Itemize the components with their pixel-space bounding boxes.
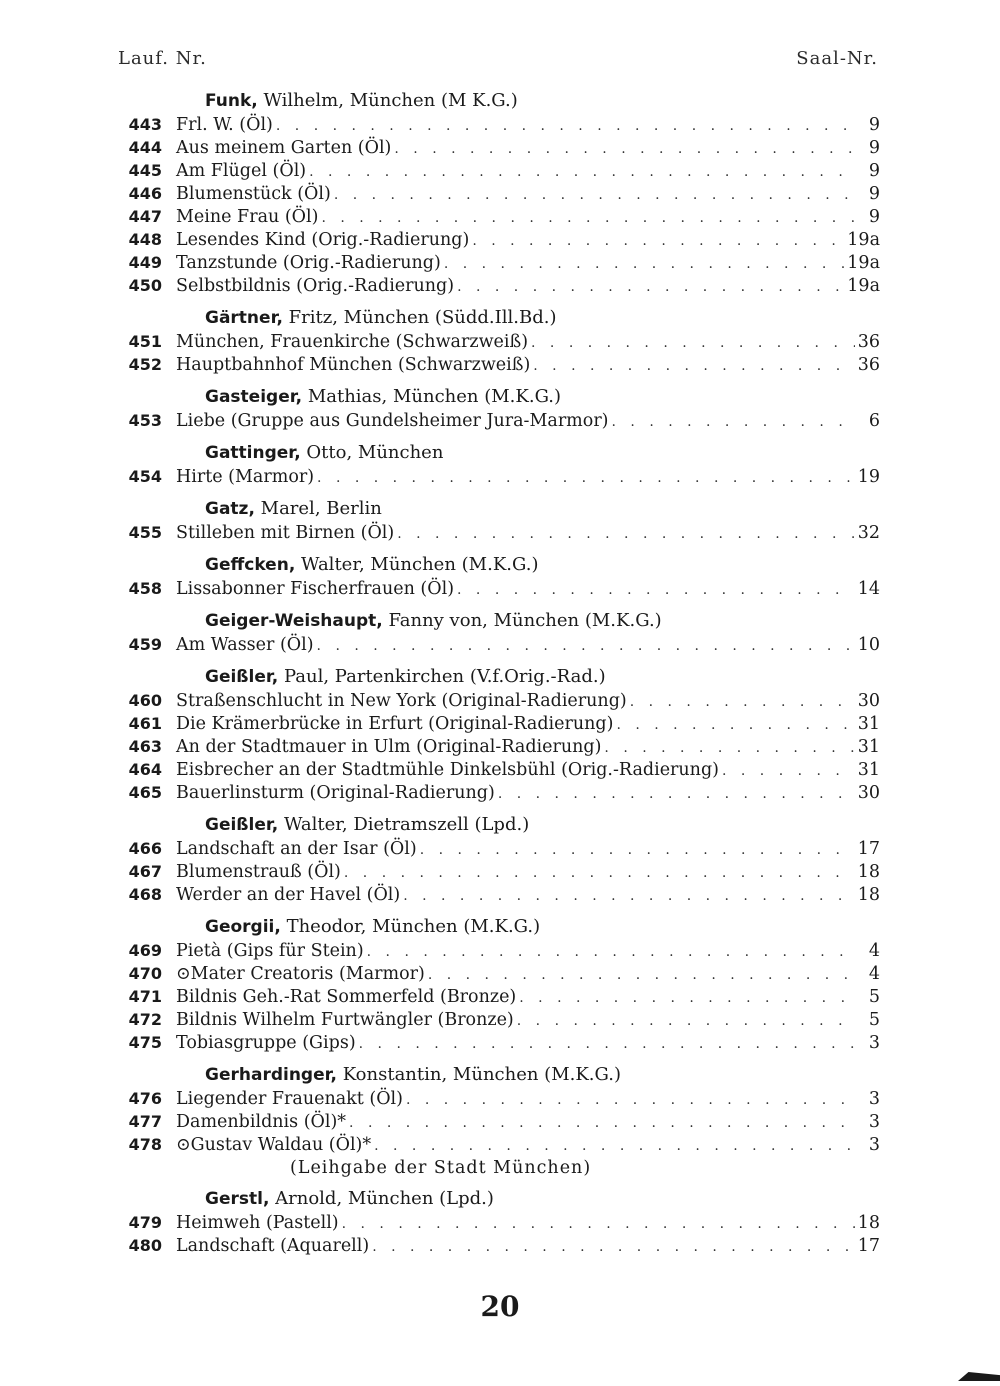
dot-leader [630,692,855,713]
entry-number: 468 [128,885,162,904]
catalog-entry [110,137,880,160]
room-number: 19a [847,276,880,296]
dot-leader [498,784,855,805]
room-number: 5 [868,987,880,1007]
entry-number: 463 [128,737,162,756]
catalog-entry [110,634,880,657]
artwork-title: Selbstbildnis (Orig.-Radierung) [176,276,455,296]
entry-number: 455 [128,523,162,542]
entry-number: 461 [128,714,162,733]
dot-leader [359,1034,857,1055]
running-number-label: Lauf. Nr. [118,48,207,69]
entry-number: 471 [128,987,162,1006]
dot-leader [372,1237,855,1258]
artist-header [110,384,880,410]
artist-header [110,88,880,114]
dot-leader [403,886,855,907]
artist-name: Gasteiger, [205,387,303,407]
artist-header [110,914,880,940]
artwork-title: Stilleben mit Birnen (Öl) [176,523,395,543]
catalog-entry [110,1134,880,1157]
artist-header [110,608,880,634]
artist-section [110,496,880,545]
artist-name: Geffcken, [205,555,296,575]
artist-info: Paul, Partenkirchen (V.f.Orig.-Rad.) [283,666,606,687]
catalog-entry [110,354,880,377]
artist-section [110,552,880,601]
room-number: 3 [868,1033,880,1053]
loan-note: (Leihgabe der Stadt München) [290,1158,592,1178]
entry-number: 464 [128,760,162,779]
artwork-title: Liebe (Gruppe aus Gundelsheimer Jura-Marmor) [176,411,609,431]
artist-section [110,384,880,433]
catalog-entry [110,986,880,1009]
artist-header [110,812,880,838]
catalog-entry [110,838,880,861]
catalog-entry [110,114,880,137]
artist-info: Fritz, München (Südd.Ill.Bd.) [288,307,557,328]
artwork-title: Heimweh (Pastell) [176,1213,339,1233]
dot-leader [612,412,857,433]
dot-leader [472,231,844,252]
entry-number: 454 [128,467,162,486]
artwork-title: Hirte (Marmor) [176,467,315,487]
page-header [118,48,878,69]
room-number: 5 [868,1010,880,1030]
dot-leader [374,1136,857,1157]
entry-number: 476 [128,1089,162,1108]
page-number: 20 [480,1290,520,1323]
artist-section [110,1186,880,1258]
entry-number: 453 [128,411,162,430]
catalog-entry [110,861,880,884]
artist-name: Georgii, [205,917,281,937]
artist-info: Fanny von, München (M.K.G.) [388,610,662,631]
dot-leader [457,580,855,601]
artwork-title: ⊙Mater Creatoris (Marmor) [176,964,425,984]
room-number: 9 [868,161,880,181]
entry-number: 475 [128,1033,162,1052]
room-number: 9 [868,138,880,158]
room-number: 3 [868,1135,880,1155]
entry-number: 450 [128,276,162,295]
catalog-entry [110,1009,880,1032]
catalog-entry [110,466,880,489]
room-number: 19 [857,467,880,487]
room-number: 4 [868,964,880,984]
dot-leader [394,139,857,160]
artist-info: Arnold, München (Lpd.) [275,1188,494,1209]
room-number: 32 [857,523,880,543]
entry-number: 451 [128,332,162,351]
entry-number: 452 [128,355,162,374]
entry-number: 447 [128,207,162,226]
catalog-entry [110,884,880,907]
artist-header [110,552,880,578]
entry-number: 460 [128,691,162,710]
room-number: 31 [857,760,880,780]
room-number: 3 [868,1112,880,1132]
catalog-entry [110,1088,880,1111]
artist-info: Theodor, München (M.K.G.) [286,916,541,937]
artwork-title: Aus meinem Garten (Öl) [176,138,392,158]
room-number: 17 [857,1236,880,1256]
artwork-title: Landschaft (Aquarell) [176,1236,370,1256]
artwork-title: Meine Frau (Öl) [176,207,319,227]
room-number: 18 [857,1213,880,1233]
entry-number: 449 [128,253,162,272]
dot-leader [533,356,854,377]
room-number: 30 [857,783,880,803]
artwork-title: An der Stadtmauer in Ulm (Original-Radierung) [176,737,602,757]
artist-header [110,1062,880,1088]
catalog-entry [110,410,880,433]
entry-number: 466 [128,839,162,858]
dot-leader [722,761,855,782]
artist-name: Geißler, [205,815,279,835]
entry-number: 459 [128,635,162,654]
room-number: 31 [857,737,880,757]
artwork-title: Straßenschlucht in New York (Original-Radierung) [176,691,627,711]
artist-name: Gärtner, [205,308,283,328]
artist-name: Funk, [205,91,258,111]
artist-name: Gatz, [205,499,255,519]
artist-section [110,664,880,805]
catalog-entry [110,1212,880,1235]
catalog-entry [110,1235,880,1258]
artist-info: Otto, München [306,442,444,463]
entry-number: 465 [128,783,162,802]
room-number: 36 [857,355,880,375]
artwork-title: Am Wasser (Öl) [176,635,314,655]
artist-name: Gattinger, [205,443,301,463]
artist-info: Walter, Dietramszell (Lpd.) [283,814,530,835]
catalog-entry [110,713,880,736]
entry-number: 477 [128,1112,162,1131]
room-number: 30 [857,691,880,711]
room-number: 10 [857,635,880,655]
artwork-title: Hauptbahnhof München (Schwarzweiß) [176,355,531,375]
room-number: 19a [847,230,880,250]
artist-section [110,914,880,1055]
dot-leader [349,1113,857,1134]
entry-number: 445 [128,161,162,180]
artwork-title: Eisbrecher an der Stadtmühle Dinkelsbühl (Orig.-Radierung) [176,760,719,780]
artwork-title: Tanzstunde (Orig.-Radierung) [176,253,441,273]
dot-leader [519,988,857,1009]
dot-leader [420,840,855,861]
entry-number: 443 [128,115,162,134]
room-number: 9 [868,207,880,227]
artist-info: Mathias, München (M.K.G.) [307,386,562,407]
catalog-entry [110,782,880,805]
entry-number: 446 [128,184,162,203]
catalog-entry [110,736,880,759]
entry-number: 448 [128,230,162,249]
entry-number: 470 [128,964,162,983]
entry-number: 480 [128,1236,162,1255]
artist-section [110,88,880,298]
artwork-title: Die Krämerbrücke in Erfurt (Original-Radierung) [176,714,614,734]
artwork-title: München, Frauenkirche (Schwarzweiß) [176,332,529,352]
artist-name: Geiger-Weishaupt, [205,611,383,631]
catalog-entry [110,160,880,183]
dot-leader [344,863,855,884]
room-number: 18 [857,862,880,882]
catalog-entry [110,229,880,252]
artist-section [110,1062,880,1179]
dot-leader [334,185,857,206]
catalog-entry [110,759,880,782]
dot-leader [604,738,854,759]
artwork-title: Liegender Frauenakt (Öl) [176,1089,403,1109]
catalog-entry [110,331,880,354]
page-corner-mark [958,1372,1000,1381]
catalog-list [110,88,880,1265]
artwork-title: Lesendes Kind (Orig.-Radierung) [176,230,470,250]
room-number: 36 [857,332,880,352]
dot-leader [616,715,854,736]
catalog-entry [110,1111,880,1134]
entry-number: 472 [128,1010,162,1029]
catalog-entry [110,183,880,206]
catalog-entry [110,206,880,229]
artist-header [110,664,880,690]
artist-section [110,440,880,489]
entry-number: 469 [128,941,162,960]
entry-number: 458 [128,579,162,598]
artwork-title: Lissabonner Fischerfrauen (Öl) [176,579,455,599]
catalog-entry [110,522,880,545]
artist-info: Wilhelm, München (M K.G.) [263,90,518,111]
room-number: 3 [868,1089,880,1109]
artist-name: Gerhardinger, [205,1065,337,1085]
dot-leader [317,468,855,489]
dot-leader [276,116,857,137]
dot-leader [406,1090,857,1111]
artist-name: Gerstl, [205,1189,270,1209]
artwork-title: Werder an der Havel (Öl) [176,885,401,905]
dot-leader [444,254,844,275]
entry-number: 444 [128,138,162,157]
artwork-title: Bildnis Geh.-Rat Sommerfeld (Bronze) [176,987,517,1007]
artwork-title: Blumenstück (Öl) [176,184,331,204]
room-number: 6 [868,411,880,431]
dot-leader [428,965,857,986]
dot-leader [457,277,844,298]
artist-section [110,608,880,657]
room-number: 4 [868,941,880,961]
artwork-title: Landschaft an der Isar (Öl) [176,839,417,859]
room-number: 17 [857,839,880,859]
entry-number: 479 [128,1213,162,1232]
artist-header [110,1186,880,1212]
dot-leader [321,208,857,229]
room-number: 14 [857,579,880,599]
artist-info: Walter, München (M.K.G.) [301,554,539,575]
dot-leader [397,524,854,545]
artwork-title: Tobiasgruppe (Gips) [176,1033,356,1053]
dot-leader [517,1011,857,1032]
room-number: 18 [857,885,880,905]
artist-header [110,496,880,522]
catalog-entry [110,940,880,963]
artist-name: Geißler, [205,667,279,687]
artist-info: Marel, Berlin [260,498,382,519]
artwork-title: Bauerlinsturm (Original-Radierung) [176,783,495,803]
entry-number: 478 [128,1135,162,1154]
artwork-title: Blumenstrauß (Öl) [176,862,341,882]
dot-leader [309,162,857,183]
artwork-title: ⊙Gustav Waldau (Öl)* [176,1135,372,1155]
room-number: 9 [868,184,880,204]
artist-section [110,305,880,377]
artist-info: Konstantin, München (M.K.G.) [342,1064,621,1085]
catalog-entry [110,578,880,601]
room-number: 9 [868,115,880,135]
dot-leader [367,942,857,963]
artist-header [110,440,880,466]
artist-header [110,305,880,331]
catalog-entry [110,1032,880,1055]
dot-leader [317,636,855,657]
catalog-entry [110,963,880,986]
artwork-title: Am Flügel (Öl) [176,161,307,181]
entry-number: 467 [128,862,162,881]
room-number: 19a [847,253,880,273]
room-number: 31 [857,714,880,734]
artist-section [110,812,880,907]
dot-leader [531,333,855,354]
artwork-title: Damenbildnis (Öl)* [176,1112,347,1132]
room-number-label: Saal-Nr. [796,48,878,69]
artwork-title: Bildnis Wilhelm Furtwängler (Bronze) [176,1010,514,1030]
catalog-entry [110,690,880,713]
dot-leader [342,1214,855,1235]
catalog-entry [110,252,880,275]
artwork-title: Pietà (Gips für Stein) [176,941,364,961]
artwork-title: Frl. W. (Öl) [176,115,273,135]
catalog-entry [110,275,880,298]
